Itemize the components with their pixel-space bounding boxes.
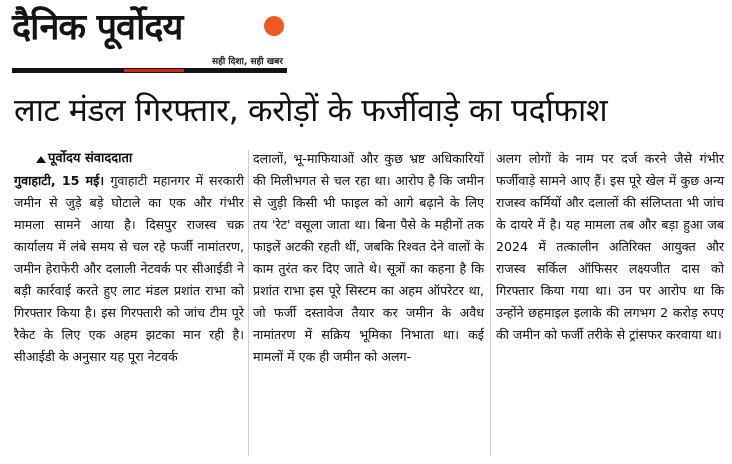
article-column-2 — [253, 148, 484, 368]
newspaper-tagline: सही दिशा, सही खबर — [212, 57, 283, 67]
article-headline: लाट मंडल गिरफ्तार, करोड़ों के फर्जीवाड़े का पर्दाफाश — [14, 91, 608, 129]
column-1-text: गुवाहाटी महानगर में सरकारी जमीन से जुड़े बड़े घोटाले का एक और गंभीर मामला सामने आया है। दिसपुर राजस्व चक्र कार्यालय में लंबे समय से चल रहे फर्जी नामांतरण, जमीन हेराफेरी और दलाली नेटवर्क पर सीआईडी ने बड़ी कार्रवाई करते हुए लाट मंडल प्रशांत राभा को गिरफ्तार किया है। इस गिरफ्तारी को जांच टीम पूरे रैकेट के लिए एक अहम झटका मान रही है। सीआईडी के अनुसार यह पूरा नेटवर्क — [14, 173, 244, 364]
dateline: गुवाहाटी, 15 मई। — [14, 173, 111, 188]
sun-logo-icon — [264, 16, 284, 36]
column-2-text: दलालों, भू-माफियाओं और कुछ भ्रष्ट अधिकारियों की मिलीभगत से चल रहा था। आरोप है कि जमीन से जुड़ी किसी भी फाइल को आगे बढ़ाने के लिए तय 'रेट' वसूला जाता था। बिना पैसे के महीनों तक फाइलें अटकी रहती थीं, जबकि रिश्वत देने वालों के काम तुरंत कर दिए जाते थे। सूत्रों का कहना है कि प्रशांत राभा इस पूरे सिस्टम का अहम ऑपरेटर था, जो फर्जी दस्तावेज तैयार कर जमीन के अवैध नामांतरण में सक्रिय भूमिका निभाता था। कई मामलों में एक ही जमीन को अलग- — [253, 151, 484, 364]
column-divider — [248, 150, 249, 456]
newspaper-name: दैनिक पूर्वोदय — [12, 7, 183, 48]
masthead-rule-accent — [124, 69, 184, 72]
triangle-marker-icon — [36, 156, 46, 163]
byline — [14, 148, 244, 170]
byline-text: पूर्वोदय संवाददाता — [48, 151, 133, 166]
column-divider — [490, 150, 491, 456]
column-3-text: अलग लोगों के नाम पर दर्ज करने जैसे गंभीर फर्जीवाड़े सामने आए हैं। इस पूरे खेल में कुछ अन्य राजस्व कर्मियों और दलालों की संलिप्तता भी जांच के दायरे में है। यह मामला तब और बड़ा हुआ जब 2024 में तत्कालीन अतिरिक्त आयुक्त और राजस्व सर्किल ऑफिसर लक्ष्यजीत दास को गिरफ्तार किया गया था। उन पर आरोप था कि उन्होंने छहमाइल इलाके की लगभग 2 करोड़ रुपए की जमीन को फर्जी तरीके से ट्रांसफर करवाया था। — [496, 151, 724, 342]
article-column-3 — [496, 148, 724, 346]
article-column-1 — [14, 148, 244, 368]
masthead — [12, 6, 287, 74]
